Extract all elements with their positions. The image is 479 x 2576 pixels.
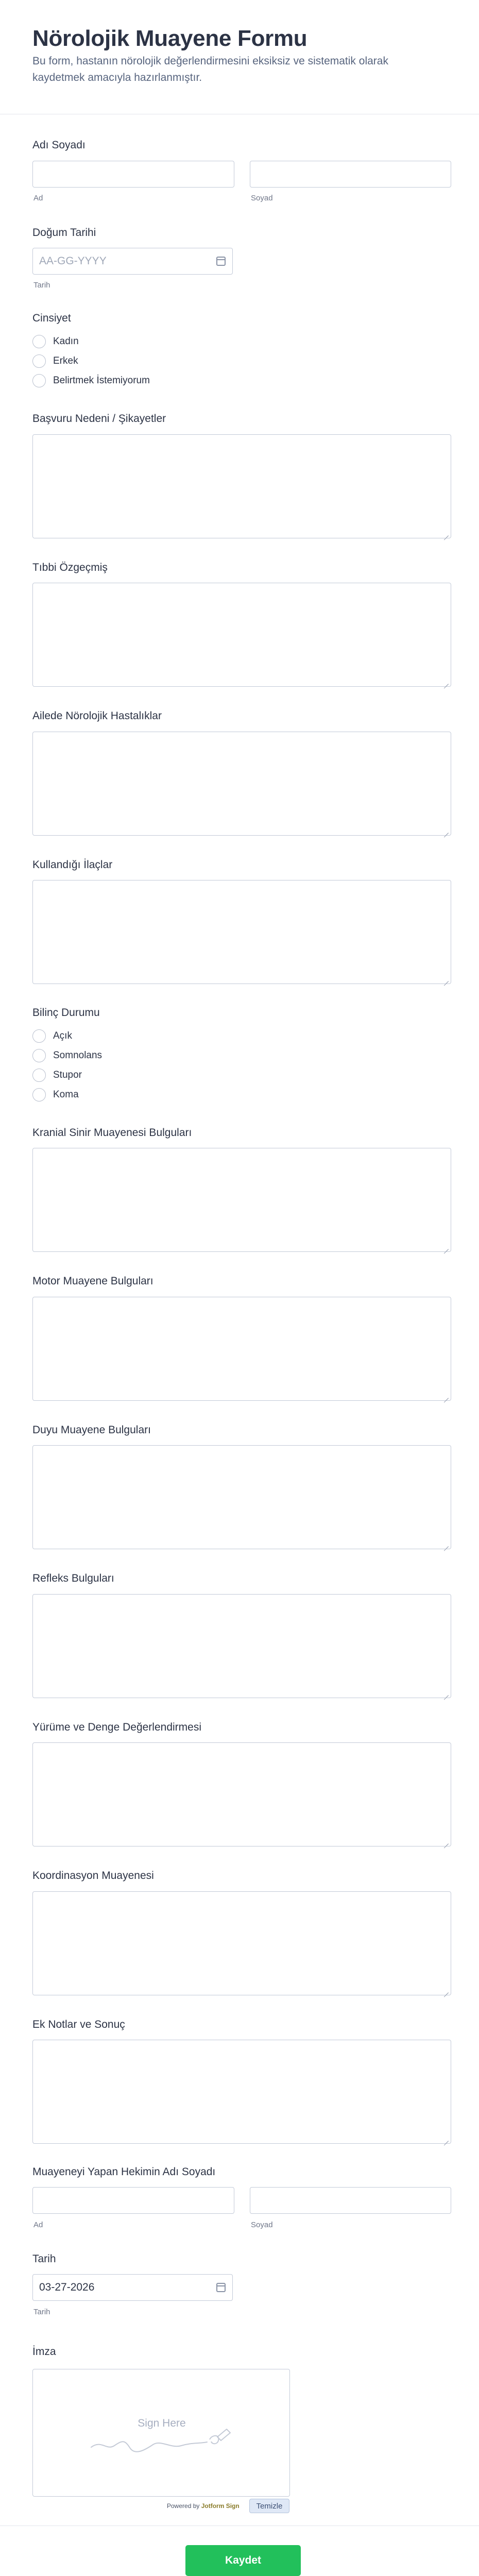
powered-brand: Jotform Sign: [201, 2502, 239, 2510]
patient-first-name-sublabel: Ad: [33, 194, 43, 202]
gait-balance-textarea[interactable]: [32, 1742, 451, 1846]
patient-first-name-input[interactable]: [32, 161, 234, 188]
resize-handle-icon[interactable]: [443, 976, 449, 981]
physician-name-label: Muayeneyi Yapan Hekimin Adı Soyadı: [32, 2166, 216, 2178]
patient-last-name-sublabel: Soyad: [251, 194, 273, 202]
gender-option-female[interactable]: [32, 334, 79, 349]
calendar-icon[interactable]: [216, 2283, 226, 2292]
family-history-textarea[interactable]: [32, 732, 451, 836]
motor-exam-label: Motor Muayene Bulguları: [32, 1275, 153, 1287]
birth-date-field: [32, 248, 233, 275]
sensory-exam-label: Duyu Muayene Bulguları: [32, 1424, 151, 1436]
form-title: Nörolojik Muayene Formu: [32, 26, 307, 51]
consciousness-option-coma[interactable]: [32, 1088, 79, 1102]
physician-first-name-input[interactable]: [32, 2187, 234, 2214]
signature-pad[interactable]: [32, 2369, 290, 2497]
exam-date-field: [32, 2274, 233, 2301]
consciousness-option-label: Stupor: [53, 1070, 82, 1080]
calendar-icon[interactable]: [216, 257, 226, 266]
gender-option-label: Belirtmek İstemiyorum: [53, 375, 150, 386]
powered-by: [167, 2502, 239, 2510]
consciousness-option-somnolence[interactable]: [32, 1048, 102, 1063]
consciousness-option-stupor[interactable]: [32, 1068, 82, 1082]
signature-label: İmza: [32, 2346, 56, 2358]
notes-textarea[interactable]: [32, 2040, 451, 2144]
radio-button[interactable]: [32, 1069, 46, 1082]
radio-button[interactable]: [32, 335, 46, 348]
medical-history-textarea[interactable]: [32, 583, 451, 687]
birth-date-sublabel: Tarih: [33, 281, 50, 290]
exam-date-input[interactable]: [32, 2274, 233, 2301]
gender-option-male[interactable]: [32, 354, 78, 368]
family-history-label: Ailede Nörolojik Hastalıklar: [32, 710, 162, 722]
resize-handle-icon[interactable]: [443, 1839, 449, 1844]
resize-handle-icon[interactable]: [443, 1393, 449, 1398]
complaints-label: Başvuru Nedeni / Şikayetler: [32, 413, 166, 425]
radio-button[interactable]: [32, 1049, 46, 1062]
physician-first-name-sublabel: Ad: [33, 2221, 43, 2229]
submit-button[interactable]: Kaydet: [185, 2545, 301, 2576]
resize-handle-icon[interactable]: [443, 1988, 449, 1993]
radio-button[interactable]: [32, 1029, 46, 1043]
resize-handle-icon[interactable]: [443, 1690, 449, 1696]
resize-handle-icon[interactable]: [443, 1541, 449, 1547]
medications-textarea[interactable]: [32, 880, 451, 984]
radio-button[interactable]: [32, 1088, 46, 1101]
signature-clear-button[interactable]: Temizle: [249, 2499, 289, 2513]
gender-option-label: Erkek: [53, 355, 78, 366]
physician-last-name-input[interactable]: [250, 2187, 451, 2214]
birth-date-label: Doğum Tarihi: [32, 227, 96, 239]
consciousness-label: Bilinç Durumu: [32, 1007, 100, 1019]
resize-handle-icon[interactable]: [443, 531, 449, 536]
coordination-textarea[interactable]: [32, 1891, 451, 1995]
powered-prefix: Powered by: [167, 2502, 200, 2510]
resize-handle-icon[interactable]: [443, 2136, 449, 2141]
medications-label: Kullandığı İlaçlar: [32, 859, 113, 871]
sensory-exam-textarea[interactable]: [32, 1445, 451, 1549]
cranial-nerves-label: Kranial Sinir Muayenesi Bulguları: [32, 1127, 192, 1139]
cranial-nerves-textarea[interactable]: [32, 1148, 451, 1252]
reflexes-textarea[interactable]: [32, 1594, 451, 1698]
consciousness-option-alert[interactable]: [32, 1029, 72, 1043]
medical-history-label: Tıbbi Özgeçmiş: [32, 562, 108, 573]
consciousness-option-label: Koma: [53, 1089, 79, 1100]
physician-last-name-sublabel: Soyad: [251, 2221, 273, 2229]
form-description: Bu form, hastanın nörolojik değerlendirmesini eksiksiz ve sistematik olarak kaydetmek amacıyla hazırlanmıştır.: [32, 55, 388, 83]
coordination-label: Koordinasyon Muayenesi: [32, 1870, 154, 1882]
radio-button[interactable]: [32, 374, 46, 387]
notes-label: Ek Notlar ve Sonuç: [32, 2019, 125, 2030]
gender-option-unspecified[interactable]: [32, 374, 150, 388]
gait-balance-label: Yürüme ve Denge Değerlendirmesi: [32, 1721, 201, 1733]
consciousness-option-label: Açık: [53, 1030, 72, 1041]
motor-exam-textarea[interactable]: [32, 1297, 451, 1401]
signature-placeholder: Sign Here: [138, 2417, 186, 2429]
birth-date-input[interactable]: [32, 248, 233, 275]
gender-label: Cinsiyet: [32, 312, 71, 324]
resize-handle-icon[interactable]: [443, 679, 449, 684]
resize-handle-icon[interactable]: [443, 828, 449, 833]
exam-date-sublabel: Tarih: [33, 2308, 50, 2316]
form-header: [0, 0, 479, 114]
gender-option-label: Kadın: [53, 336, 79, 347]
radio-button[interactable]: [32, 354, 46, 368]
patient-last-name-input[interactable]: [250, 161, 451, 188]
exam-date-label: Tarih: [32, 2253, 56, 2265]
consciousness-option-label: Somnolans: [53, 1050, 102, 1061]
resize-handle-icon[interactable]: [443, 1244, 449, 1249]
reflexes-label: Refleks Bulguları: [32, 1572, 114, 1584]
patient-name-label: Adı Soyadı: [32, 139, 85, 151]
complaints-textarea[interactable]: [32, 434, 451, 538]
